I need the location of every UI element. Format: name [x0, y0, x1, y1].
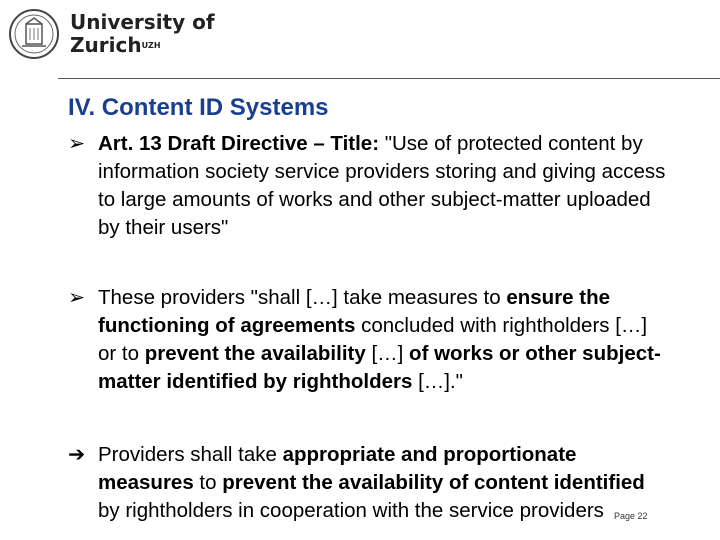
logo-line-2: Zurich$^{UZH}$	[70, 33, 161, 57]
arrow-bullet-icon: ➢	[68, 132, 86, 155]
conclusion-text: Providers shall take appropriate and proportionate measures to prevent the availability of content identified by rightholders in cooperation with the service providers	[98, 443, 645, 522]
logo-mark: UZH	[141, 41, 161, 50]
arrow-bullet-icon: ➢	[68, 286, 86, 309]
bullet-1	[68, 130, 668, 242]
bullet-2-text: These providers "shall […] take measures to ensure the functioning of agreements concluded with rightholders […] or to prevent the availability […] of works or other subject-matter identified by rightholders […]."	[98, 286, 661, 393]
university-name	[70, 11, 215, 57]
page-number: Page 22	[614, 511, 648, 521]
logo-line-1: University of	[70, 10, 215, 34]
bullet-2	[68, 284, 668, 396]
university-logo	[8, 8, 215, 60]
slide-title: IV. Content ID Systems	[68, 94, 329, 121]
right-arrow-icon: ➔	[68, 443, 86, 466]
university-seal-icon	[8, 8, 60, 60]
bullet-1-text: Art. 13 Draft Directive – Title: "Use of protected content by information society service providers storing and giving access to large amounts of works and other subject-matter uploaded by their users"	[98, 132, 666, 239]
conclusion	[68, 441, 668, 525]
header-divider	[58, 78, 720, 79]
